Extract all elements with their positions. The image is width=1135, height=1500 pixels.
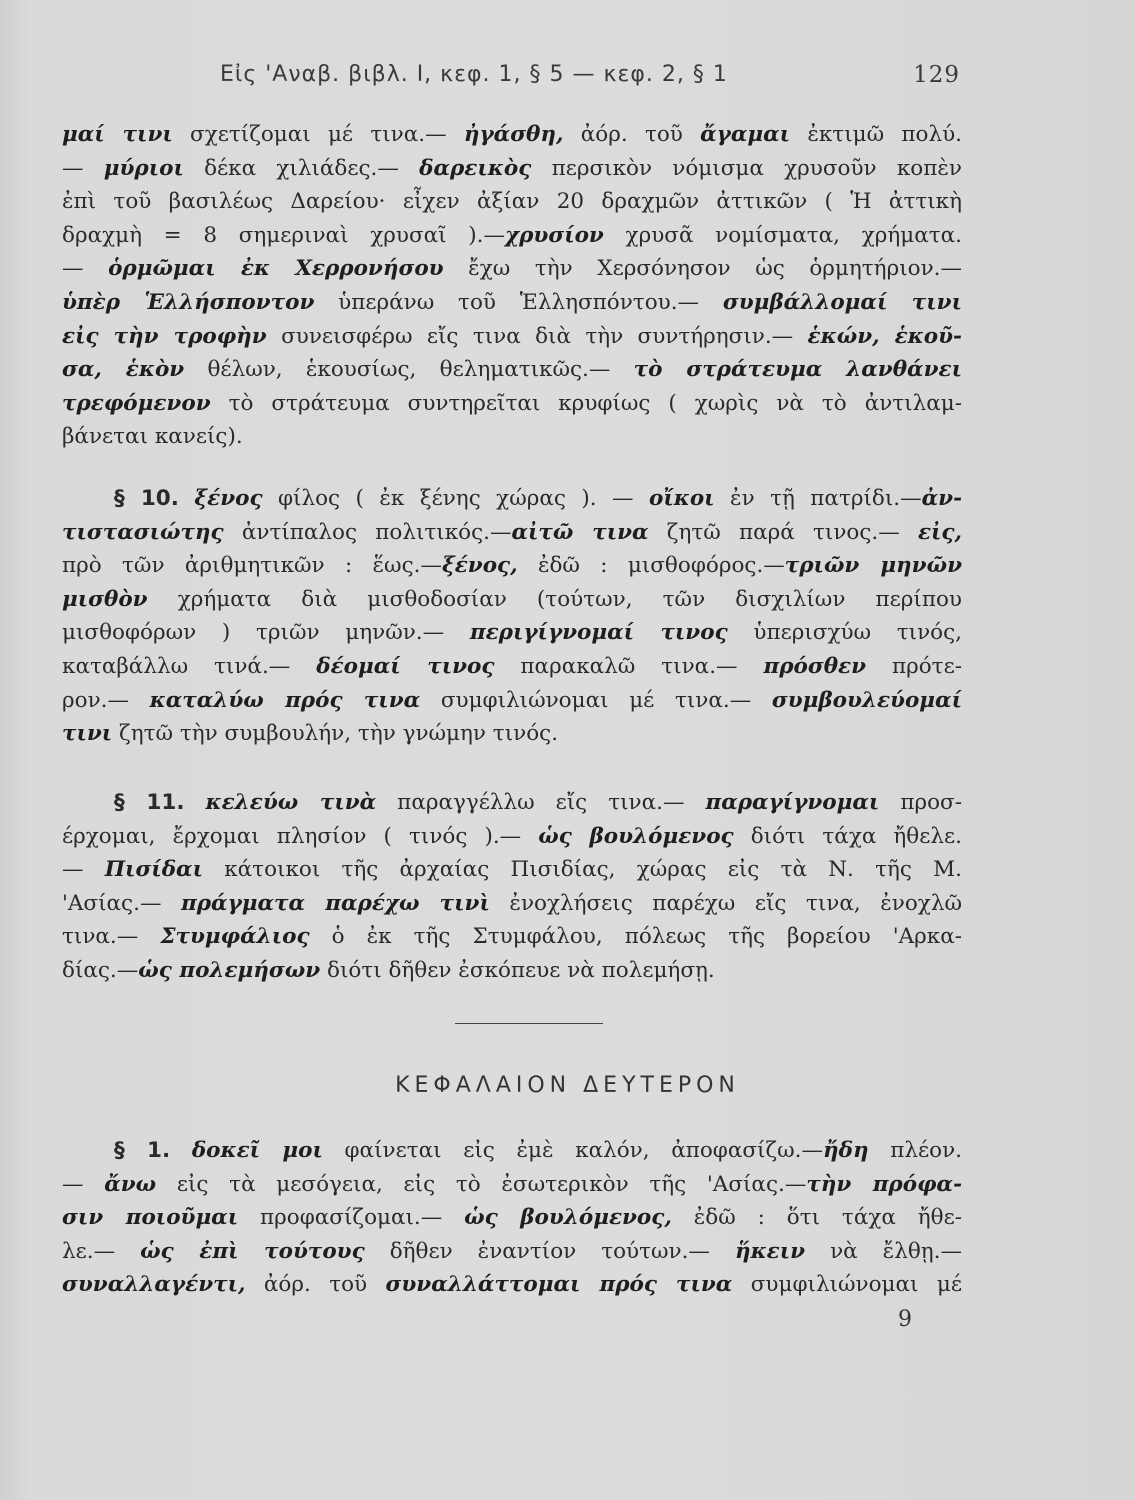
chapter-heading: ΚΕΦΑΛΑΙΟΝ ΔΕΥΤΕΡΟΝ: [395, 1073, 740, 1098]
section-11: [62, 786, 962, 988]
text-line: — Πισίδαι κάτοικοι τῆς ἀρχαίας Πισιδίας, χώρας εἰς τὰ Ν. τῆς Μ.: [62, 857, 962, 883]
text-line: τινι ζητῶ τὴν συμβουλήν, τὴν γνώμην τινός.: [62, 721, 559, 747]
page-number: 129: [913, 62, 960, 88]
text-line: σιν ποιοῦμαι προφασίζομαι.— ὡς βουλόμενος, ἐδῶ : ὅτι τάχα ἤθε-: [62, 1205, 962, 1231]
text-line: μισθοφόρων ) τριῶν μηνῶν.— περιγίγνομαί τινος ὑπερισχύω τινός,: [62, 620, 963, 646]
text-line: — ἄνω εἰς τὰ μεσόγεια, εἰς τὸ ἐσωτερικὸν τῆς 'Ασίας.—τὴν πρόφα-: [62, 1171, 962, 1197]
section-divider: [455, 1023, 603, 1024]
text-line: μαί τινι σχετίζομαι μέ τινα.— ἠγάσθη, ἀόρ. τοῦ ἄγαμαι ἐκτιμῶ πολύ.: [62, 122, 962, 147]
text-line: ὑπὲρ Ἑλλήσποντον ὑπεράνω τοῦ Ἑλλησπόντου.— συμβάλλομαί τινι: [62, 289, 962, 315]
text-line: § 1. δοκεῖ μοι φαίνεται εἰς ἐμὲ καλόν, ἀποφασίζω.—ἤδη πλέον.: [114, 1138, 962, 1163]
text-line: μισθὸν χρήματα διὰ μισθοδοσίαν (τούτων, τῶν δισχιλίων περίπου: [62, 586, 962, 612]
section-number: § 11.: [114, 790, 185, 815]
section-10: [62, 482, 962, 751]
text-line: — μύριοι δέκα χιλιάδες.— δαρεικὸς περσικὸν νόμισμα χρυσοῦν κοπὲν: [62, 155, 962, 181]
running-title: Εἰς 'Αναβ. βιβλ. Ι, κεφ. 1, § 5 — κεφ. 2, § 1: [220, 62, 728, 87]
chapter-2-section-1: [62, 1134, 962, 1302]
text-line: δίας.—ὡς πολεμήσων διότι δῆθεν ἐσκόπευε νὰ πολεμήσῃ.: [62, 957, 715, 983]
text-line: λε.— ὡς ἐπὶ τούτους δῆθεν ἐναντίον τούτων.— ἥκειν νὰ ἔλθῃ.—: [62, 1238, 962, 1264]
text-line: § 11. κελεύω τινὰ παραγγέλλω εἴς τινα.— παραγίγνομαι προσ-: [114, 790, 962, 815]
text-line: εἰς τὴν τροφὴν συνεισφέρω εἴς τινα διὰ τὴν συντήρησιν.— ἑκών, ἑκοῦ-: [62, 323, 962, 349]
text-line: σα, ἑκὸν θέλων, ἑκουσίως, θεληματικῶς.— τὸ στράτευμα λανθάνει: [62, 357, 962, 383]
text-line: βάνεται κανείς).: [62, 424, 243, 450]
signature-mark: 9: [898, 1307, 912, 1332]
text-line: συναλλαγέντι, ἀόρ. τοῦ συναλλάττομαι πρός τινα συμφιλιώνομαι μέ: [62, 1272, 962, 1298]
text-line: ἐπὶ τοῦ βασιλέως Δαρείου· εἶχεν ἀξίαν 20 δραχμῶν ἀττικῶν ( Ἡ ἀττικὴ: [62, 189, 962, 215]
text-line: τινα.— Στυμφάλιος ὁ ἐκ τῆς Στυμφάλου, πόλεως τῆς βορείου 'Αρκα-: [62, 924, 963, 950]
text-line: έρχομαι, ἔρχομαι πλησίον ( τινός ).— ὡς βουλόμενος διότι τάχα ἤθελε.: [62, 823, 962, 849]
text-line: τιστασιώτης ἀντίπαλος πολιτικός.—αἰτῶ τινα ζητῶ παρά τινος.— εἰς,: [62, 519, 962, 545]
text-line: καταβάλλω τινά.— δέομαί τινος παρακαλῶ τινα.— πρόσθεν πρότε-: [62, 653, 962, 679]
running-header: [220, 62, 960, 92]
text-line: δραχμὴ = 8 σημεριναὶ χρυσαῖ ).—χρυσίον χρυσᾶ νομίσματα, χρήματα.: [62, 222, 962, 248]
text-line: 'Ασίας.— πράγματα παρέχω τινὶ ἐνοχλήσεις παρέχω εἴς τινα, ἐνοχλῶ: [62, 890, 962, 916]
text-line: § 10. ξένος φίλος ( ἐκ ξένης χώρας ). — οἴκοι ἐν τῇ πατρίδι.—ἀν-: [114, 486, 963, 511]
section-number: § 1.: [114, 1138, 171, 1163]
text-line: — ὁρμῶμαι ἐκ Χερρονήσου ἔχω τὴν Χερσόνησον ὡς ὁρμητήριον.—: [62, 256, 962, 282]
text-line: πρὸ τῶν ἀριθμητικῶν : ἕως.—ξένος, ἐδῶ : μισθοφόρος.—τριῶν μηνῶν: [62, 553, 962, 579]
paragraph-block-1: [62, 118, 962, 454]
text-line: τρεφόμενον τὸ στράτευμα συντηρεῖται κρυφίως ( χωρὶς νὰ τὸ ἀντιλαμ-: [62, 390, 962, 416]
text-line: ρον.— καταλύω πρός τινα συμφιλιώνομαι μέ τινα.— συμβουλεύομαί: [62, 687, 962, 713]
section-number: § 10.: [114, 486, 179, 511]
